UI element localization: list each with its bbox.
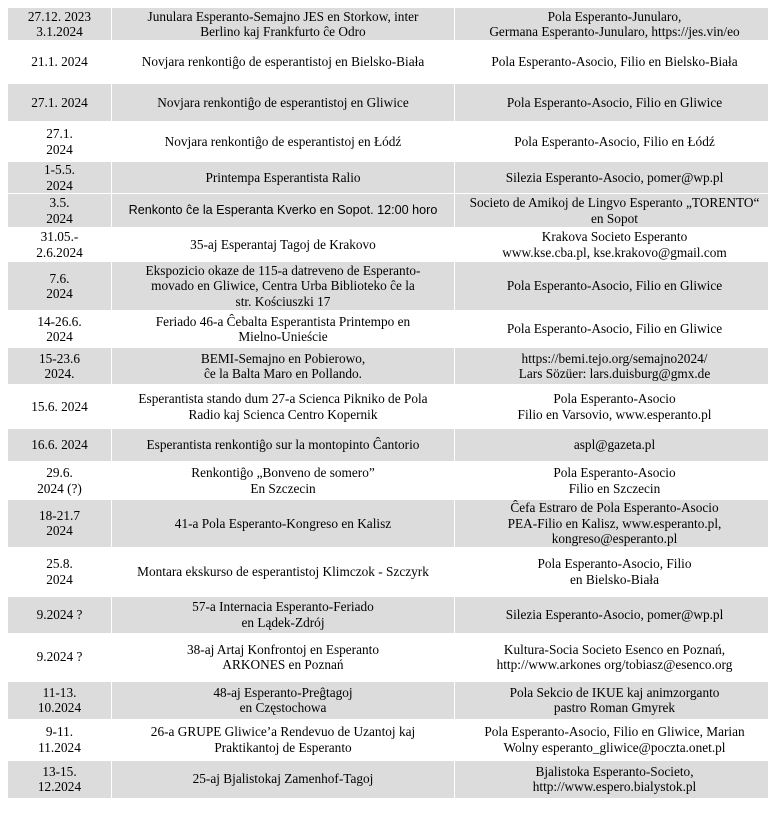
event-cell: [112, 633, 455, 681]
date-cell-line: 2024: [46, 523, 73, 539]
event-cell-line: en Częstochowa: [239, 700, 327, 715]
table-row: [8, 162, 768, 194]
events-table-body: [8, 8, 768, 799]
event-cell-line: Esperantista renkontiĝo sur la montopinto Ĉantorio: [146, 437, 420, 453]
date-cell: [8, 681, 112, 719]
date-cell-line: 3.5.: [49, 195, 70, 210]
organizer-cell-line: Societo de Amikoj de Lingvo Esperanto „TORENTO“: [469, 195, 760, 210]
organizer-cell-line: PEA-Filio en Kalisz, www.esperanto.pl,: [507, 515, 722, 531]
date-cell-line: 2024.: [44, 366, 75, 381]
event-cell-line: Renkonto ĉe la Esperanta Kverko en Sopot. 12:00 horo: [128, 202, 438, 217]
organizer-cell: [455, 760, 768, 798]
date-cell-line: 2024 (?): [37, 480, 82, 496]
event-cell: [112, 348, 455, 385]
event-cell-line: Esperantista stando dum 27-a Scienca Pikniko de Pola: [138, 391, 428, 406]
organizer-cell: [455, 84, 768, 122]
table-row: [8, 500, 768, 548]
organizer-cell: [455, 596, 768, 633]
table-row: [8, 462, 768, 500]
organizer-cell-line: Filio en Varsovio, www.esperanto.pl: [517, 406, 712, 422]
date-cell-line: 10.2024: [37, 700, 82, 715]
event-cell: [112, 596, 455, 633]
table-row: [8, 633, 768, 681]
event-cell-line: En Szczecin: [250, 480, 316, 496]
date-cell-line: 2.6.2024: [36, 244, 83, 260]
organizer-cell-line: http://www.arkones org/tobiasz@esenco.org: [496, 657, 733, 672]
date-cell-line: 1-5.5.: [43, 162, 76, 177]
date-cell-line: 2024: [46, 329, 73, 344]
event-cell-line: Feriado 46-a Ĉebalta Esperantista Printempo en: [155, 313, 411, 329]
organizer-cell: [455, 311, 768, 348]
date-cell-line: 2024: [46, 571, 73, 587]
date-cell-line: 21.1. 2024: [31, 54, 88, 70]
event-cell-line: str. Kościuszki 17: [235, 293, 331, 309]
organizer-cell: [455, 462, 768, 500]
date-cell-line: 7.6.: [49, 270, 70, 286]
date-cell: [8, 122, 112, 162]
date-cell: [8, 311, 112, 348]
event-cell-line: 35-aj Esperantaj Tagoj de Krakovo: [190, 236, 376, 252]
organizer-cell-line: en Bielsko-Biała: [570, 571, 659, 587]
event-cell: [112, 681, 455, 719]
organizer-cell: [455, 194, 768, 228]
organizer-cell-line: Silezia Esperanto-Asocio, pomer@wp.pl: [505, 606, 724, 622]
event-cell-line: 57-a Internacia Esperanto-Feriado: [192, 599, 374, 614]
event-cell: [112, 760, 455, 798]
table-row: [8, 596, 768, 633]
date-cell-line: 2024: [46, 141, 73, 157]
event-cell-line: ARKONES en Poznań: [222, 657, 344, 672]
event-calendar-document: [7, 7, 761, 799]
date-cell: [8, 500, 112, 548]
table-row: [8, 348, 768, 385]
table-row: [8, 41, 768, 84]
date-cell: [8, 194, 112, 228]
date-cell-line: 18-21.7: [39, 507, 80, 523]
date-cell-line: 16.6. 2024: [31, 437, 88, 453]
organizer-cell-line: kongreso@esperanto.pl: [551, 531, 678, 546]
date-cell: [8, 41, 112, 84]
date-cell-line: 27.12. 2023: [27, 8, 92, 24]
organizer-cell-line: www.kse.cba.pl, kse.krakovo@gmail.com: [502, 244, 727, 260]
event-cell: [112, 162, 455, 194]
event-cell: [112, 41, 455, 84]
event-cell: [112, 311, 455, 348]
organizer-cell-line: Pola Esperanto-Asocio, Filio en Gliwice: [506, 278, 723, 294]
event-cell-line: Renkontiĝo „Bonveno de somero”: [191, 465, 375, 480]
date-cell-line: 3.1.2024: [36, 24, 83, 39]
date-cell-line: 27.1.: [46, 126, 73, 141]
event-cell: [112, 385, 455, 429]
date-cell: [8, 162, 112, 194]
organizer-cell-line: https://bemi.tejo.org/semajno2024/: [521, 350, 708, 366]
organizer-cell: [455, 385, 768, 429]
event-cell-line: Mielno-Unieście: [238, 329, 328, 344]
organizer-cell: [455, 228, 768, 262]
event-cell-line: Printempa Esperantista Ralio: [205, 169, 361, 185]
event-cell: [112, 194, 455, 228]
table-row: [8, 194, 768, 228]
event-cell-line: Junulara Esperanto-Semajno JES en Storkow, inter: [147, 8, 419, 24]
date-cell: [8, 8, 112, 41]
events-table: [7, 7, 768, 799]
organizer-cell: [455, 348, 768, 385]
date-cell-line: 31.05.-: [40, 229, 79, 244]
event-cell: [112, 500, 455, 548]
event-cell-line: Novjara renkontiĝo de esperantistoj en Łódź: [164, 133, 402, 149]
date-cell-line: 29.6.: [46, 465, 73, 480]
event-cell: [112, 462, 455, 500]
date-cell: [8, 262, 112, 311]
table-row: [8, 84, 768, 122]
event-cell-line: BEMI-Semajno en Pobierowo,: [200, 350, 366, 366]
table-row: [8, 760, 768, 798]
event-cell-line: ĉe la Balta Maro en Pollando.: [203, 366, 363, 381]
date-cell: [8, 596, 112, 633]
table-row: [8, 429, 768, 462]
date-cell: [8, 719, 112, 760]
table-row: [8, 228, 768, 262]
organizer-cell-line: Pola Esperanto-Asocio, Filio en Bielsko-Biała: [491, 54, 738, 70]
organizer-cell-line: Pola Esperanto-Junularo,: [547, 8, 682, 24]
organizer-cell: [455, 547, 768, 596]
date-cell-line: 2024: [46, 177, 73, 193]
organizer-cell: [455, 681, 768, 719]
organizer-cell-line: Silezia Esperanto-Asocio, pomer@wp.pl: [505, 169, 724, 185]
organizer-cell-line: Kultura-Socia Societo Esenco en Poznań,: [503, 641, 726, 657]
date-cell-line: 2024: [46, 286, 73, 301]
organizer-cell-line: Wolny esperanto_gliwice@poczta.onet.pl: [503, 739, 726, 755]
date-cell-line: 11.2024: [38, 739, 81, 755]
event-cell: [112, 228, 455, 262]
date-cell: [8, 547, 112, 596]
organizer-cell: [455, 429, 768, 462]
table-row: [8, 385, 768, 429]
organizer-cell: [455, 633, 768, 681]
event-cell-line: Ekspozicio okaze de 115-a datreveno de Esperanto-: [145, 262, 421, 278]
table-row: [8, 311, 768, 348]
organizer-cell-line: en Sopot: [591, 210, 638, 226]
date-cell-line: 12.2024: [37, 779, 82, 794]
date-cell: [8, 429, 112, 462]
date-cell: [8, 385, 112, 429]
organizer-cell-line: pastro Roman Gmyrek: [553, 700, 676, 715]
event-cell-line: Radio kaj Scienca Centro Kopernik: [188, 406, 378, 422]
table-row: [8, 681, 768, 719]
table-row: [8, 8, 768, 41]
date-cell: [8, 760, 112, 798]
event-cell-line: 25-aj Bjalistokaj Zamenhof-Tagoj: [192, 771, 374, 787]
date-cell-line: 9.2024 ?: [36, 649, 83, 665]
date-cell-line: 25.8.: [46, 556, 73, 571]
event-cell-line: 26-a GRUPE Gliwice’a Rendevuo de Uzantoj kaj: [150, 724, 416, 739]
organizer-cell: [455, 262, 768, 311]
date-cell-line: 9.2024 ?: [36, 606, 83, 622]
event-cell-line: 41-a Pola Esperanto-Kongreso en Kalisz: [174, 515, 392, 531]
event-cell: [112, 84, 455, 122]
date-cell-line: 2024: [46, 210, 73, 226]
date-cell-line: 15-23.6: [39, 350, 80, 366]
event-cell-line: Novjara renkontiĝo de esperantistoj en Bielsko-Biała: [141, 54, 425, 70]
event-cell: [112, 122, 455, 162]
date-cell: [8, 84, 112, 122]
event-cell-line: 38-aj Artaj Konfrontoj en Esperanto: [186, 641, 379, 657]
event-cell-line: movado en Gliwice, Centra Urba Biblioteko ĉe la: [151, 278, 415, 294]
event-cell-line: en Lądek-Zdrój: [241, 614, 325, 630]
event-cell-line: Berlino kaj Frankfurto ĉe Odro: [200, 24, 366, 39]
event-cell-line: Novjara renkontiĝo de esperantistoj en Gliwice: [157, 94, 409, 110]
organizer-cell: [455, 500, 768, 548]
organizer-cell-line: Pola Esperanto-Asocio, Filio en Łódź: [514, 133, 715, 149]
organizer-cell-line: Pola Esperanto-Asocio: [553, 465, 676, 480]
date-cell: [8, 462, 112, 500]
date-cell: [8, 633, 112, 681]
organizer-cell: [455, 41, 768, 84]
date-cell: [8, 348, 112, 385]
date-cell-line: 11-13.: [42, 684, 77, 700]
table-row: [8, 262, 768, 311]
table-row: [8, 719, 768, 760]
event-cell-line: Montara ekskurso de esperantistoj Klimczok - Szczyrk: [137, 563, 429, 579]
date-cell-line: 15.6. 2024: [31, 398, 88, 414]
event-cell: [112, 262, 455, 311]
date-cell-line: 27.1. 2024: [31, 94, 88, 110]
table-row: [8, 122, 768, 162]
event-cell-line: 48-aj Esperanto-Preĝtagoj: [213, 684, 353, 700]
event-cell: [112, 429, 455, 462]
event-cell: [112, 547, 455, 596]
organizer-cell-line: Pola Esperanto-Asocio, Filio en Gliwice, Marian: [484, 724, 745, 739]
organizer-cell-line: Pola Sekcio de IKUE kaj animzorganto: [509, 684, 720, 700]
organizer-cell: [455, 122, 768, 162]
date-cell: [8, 228, 112, 262]
organizer-cell-line: aspl@gazeta.pl: [573, 437, 656, 453]
organizer-cell-line: Pola Esperanto-Asocio, Filio en Gliwice: [506, 321, 723, 337]
organizer-cell: [455, 8, 768, 41]
date-cell-line: 9-11.: [45, 724, 74, 739]
organizer-cell-line: Pola Esperanto-Asocio: [553, 391, 676, 406]
organizer-cell-line: Krakova Societo Esperanto: [541, 229, 688, 244]
organizer-cell-line: http://www.espero.bialystok.pl: [532, 779, 697, 794]
organizer-cell-line: Lars Sözüer: lars.duisburg@gmx.de: [518, 366, 711, 381]
date-cell-line: 13-15.: [42, 763, 77, 779]
organizer-cell-line: Bjalistoka Esperanto-Societo,: [535, 763, 694, 779]
event-cell-line: Praktikantoj de Esperanto: [214, 739, 352, 755]
organizer-cell-line: Filio en Szczecin: [568, 480, 661, 496]
organizer-cell-line: Germana Esperanto-Junularo, https://jes.vin/eo: [489, 24, 740, 39]
table-row: [8, 547, 768, 596]
organizer-cell-line: Ĉefa Estraro de Pola Esperanto-Asocio: [510, 500, 719, 515]
organizer-cell-line: Pola Esperanto-Asocio, Filio: [537, 556, 692, 571]
event-cell: [112, 719, 455, 760]
organizer-cell: [455, 719, 768, 760]
date-cell-line: 14-26.6.: [37, 313, 82, 329]
organizer-cell: [455, 162, 768, 194]
event-cell: [112, 8, 455, 41]
organizer-cell-line: Pola Esperanto-Asocio, Filio en Gliwice: [506, 94, 723, 110]
